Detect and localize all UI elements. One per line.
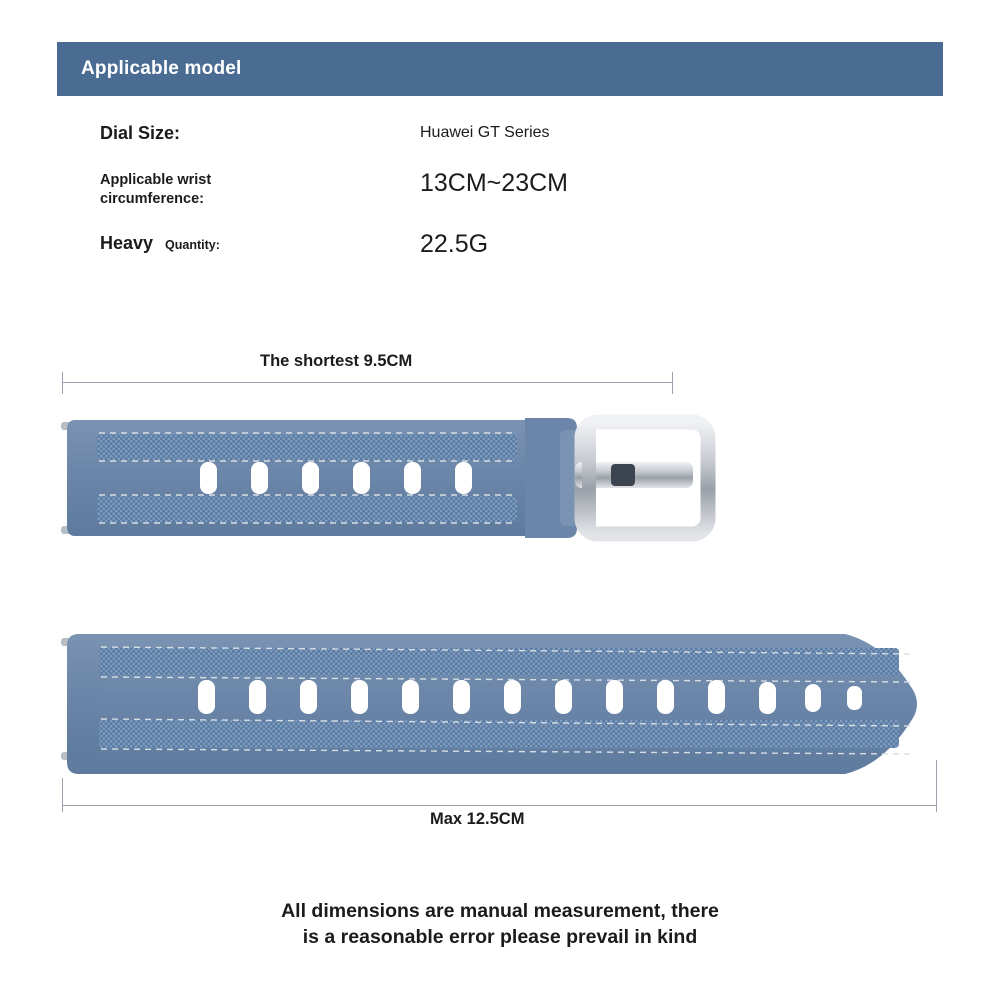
spec-label-weight — [100, 232, 420, 255]
disclaimer-line-2: is a reasonable error please prevail in kind — [302, 926, 698, 949]
spec-row-weight — [100, 229, 820, 258]
watch-band-short-image — [55, 400, 755, 590]
disclaimer-line-1: All dimensions are manual measurement, there — [281, 900, 719, 922]
spec-value-dial-size: Huawei GT Series — [420, 124, 550, 141]
spec-label-dial-size — [100, 122, 420, 145]
dimension-tick-right — [672, 372, 673, 394]
spec-value-weight: 22.5G — [420, 229, 489, 258]
shortest-measurement-label: The shortest 9.5CM — [260, 352, 413, 370]
max-measurement-label: Max 12.5CM — [430, 810, 525, 828]
dimension-line-long — [62, 805, 936, 806]
spec-label-text: Dial Size: — [100, 123, 181, 143]
dimension-line-short — [62, 382, 672, 383]
spec-label-text: Applicable wrist circumference: — [100, 171, 212, 208]
spec-label-text: Heavy — [100, 232, 154, 253]
spec-label-wrist-circumference — [100, 171, 420, 210]
spec-row-wrist-circumference — [100, 168, 820, 210]
dimension-tick-right-long — [936, 760, 937, 812]
applicable-model-banner — [57, 42, 943, 96]
spec-row-dial-size — [100, 122, 820, 145]
spec-table — [100, 122, 820, 271]
dimension-tick-left — [62, 372, 63, 394]
disclaimer-note — [0, 898, 1000, 951]
dimension-tick-left-long — [62, 778, 63, 812]
banner-title: Applicable model — [81, 58, 242, 79]
spec-sublabel-quantity: Quantity: — [165, 237, 220, 252]
spec-value-wrist-circumference: 13CM~23CM — [420, 168, 568, 197]
watch-band-long-image — [55, 620, 945, 790]
